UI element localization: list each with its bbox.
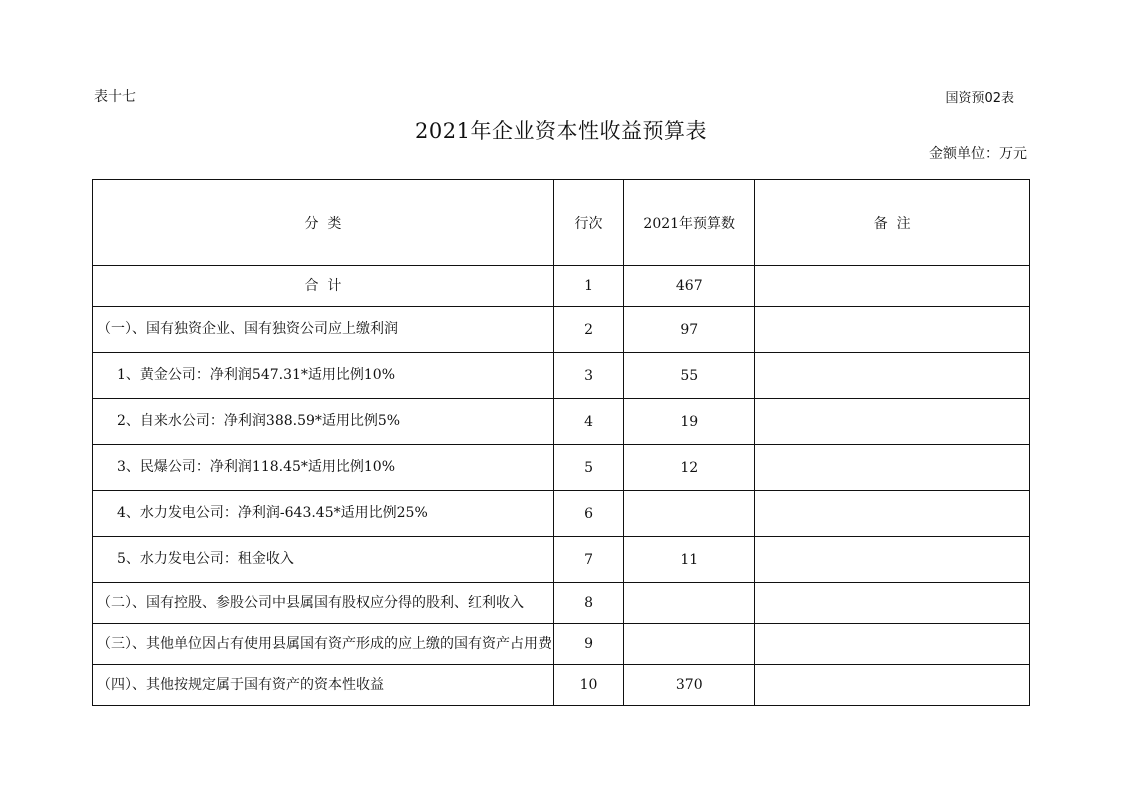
remarks-cell — [755, 491, 1030, 537]
form-code: 国资预02表 — [945, 91, 1014, 106]
budget-table — [92, 179, 1030, 706]
category-cell: （三）、其他单位因占有使用县属国有资产形成的应上缴的国有资产占用费 — [93, 624, 554, 665]
row-number-cell: 1 — [553, 266, 623, 307]
table-row — [93, 399, 1030, 445]
remarks-cell — [755, 537, 1030, 583]
table-header — [93, 180, 1030, 266]
category-cell: 5、水力发电公司：租金收入 — [93, 537, 554, 583]
remarks-cell — [755, 624, 1030, 665]
budget-cell: 55 — [624, 353, 755, 399]
row-number-cell: 10 — [553, 665, 623, 706]
remarks-cell — [755, 266, 1030, 307]
budget-cell — [624, 583, 755, 624]
budget-cell: 97 — [624, 307, 755, 353]
row-number-cell: 5 — [553, 445, 623, 491]
budget-cell: 11 — [624, 537, 755, 583]
column-header-remarks: 备 注 — [755, 180, 1030, 266]
table-row — [93, 491, 1030, 537]
category-cell: 1、黄金公司：净利润547.31*适用比例10% — [93, 353, 554, 399]
header-row — [93, 180, 1030, 266]
table-body — [93, 266, 1030, 706]
budget-cell — [624, 491, 755, 537]
remarks-cell — [755, 665, 1030, 706]
table-row — [93, 624, 1030, 665]
table-row — [93, 537, 1030, 583]
category-cell: 合 计 — [93, 266, 554, 307]
column-header-row-no: 行次 — [553, 180, 623, 266]
table-number: 表十七 — [94, 89, 136, 105]
row-number-cell: 9 — [553, 624, 623, 665]
category-cell: 2、自来水公司：净利润388.59*适用比例5% — [93, 399, 554, 445]
category-cell: 4、水力发电公司：净利润-643.45*适用比例25% — [93, 491, 554, 537]
remarks-cell — [755, 353, 1030, 399]
column-header-budget: 2021年预算数 — [624, 180, 755, 266]
budget-cell: 19 — [624, 399, 755, 445]
table-row — [93, 353, 1030, 399]
column-header-category: 分 类 — [93, 180, 554, 266]
page-title: 2021年企业资本性收益预算表 — [415, 119, 707, 143]
row-number-cell: 8 — [553, 583, 623, 624]
category-cell: 3、民爆公司：净利润118.45*适用比例10% — [93, 445, 554, 491]
budget-cell: 12 — [624, 445, 755, 491]
table-row — [93, 445, 1030, 491]
remarks-cell — [755, 307, 1030, 353]
row-number-cell: 4 — [553, 399, 623, 445]
table-row — [93, 665, 1030, 706]
category-cell: （四）、其他按规定属于国有资产的资本性收益 — [93, 665, 554, 706]
row-number-cell: 7 — [553, 537, 623, 583]
row-number-cell: 3 — [553, 353, 623, 399]
budget-cell — [624, 624, 755, 665]
remarks-cell — [755, 445, 1030, 491]
row-number-cell: 6 — [553, 491, 623, 537]
unit-label: 金额单位：万元 — [929, 146, 1027, 162]
category-cell: （一）、国有独资企业、国有独资公司应上缴利润 — [93, 307, 554, 353]
budget-cell: 370 — [624, 665, 755, 706]
table-row — [93, 307, 1030, 353]
category-cell: （二）、国有控股、参股公司中县属国有股权应分得的股利、红利收入 — [93, 583, 554, 624]
table-row-total — [93, 266, 1030, 307]
remarks-cell — [755, 399, 1030, 445]
row-number-cell: 2 — [553, 307, 623, 353]
table-row — [93, 583, 1030, 624]
budget-cell: 467 — [624, 266, 755, 307]
remarks-cell — [755, 583, 1030, 624]
